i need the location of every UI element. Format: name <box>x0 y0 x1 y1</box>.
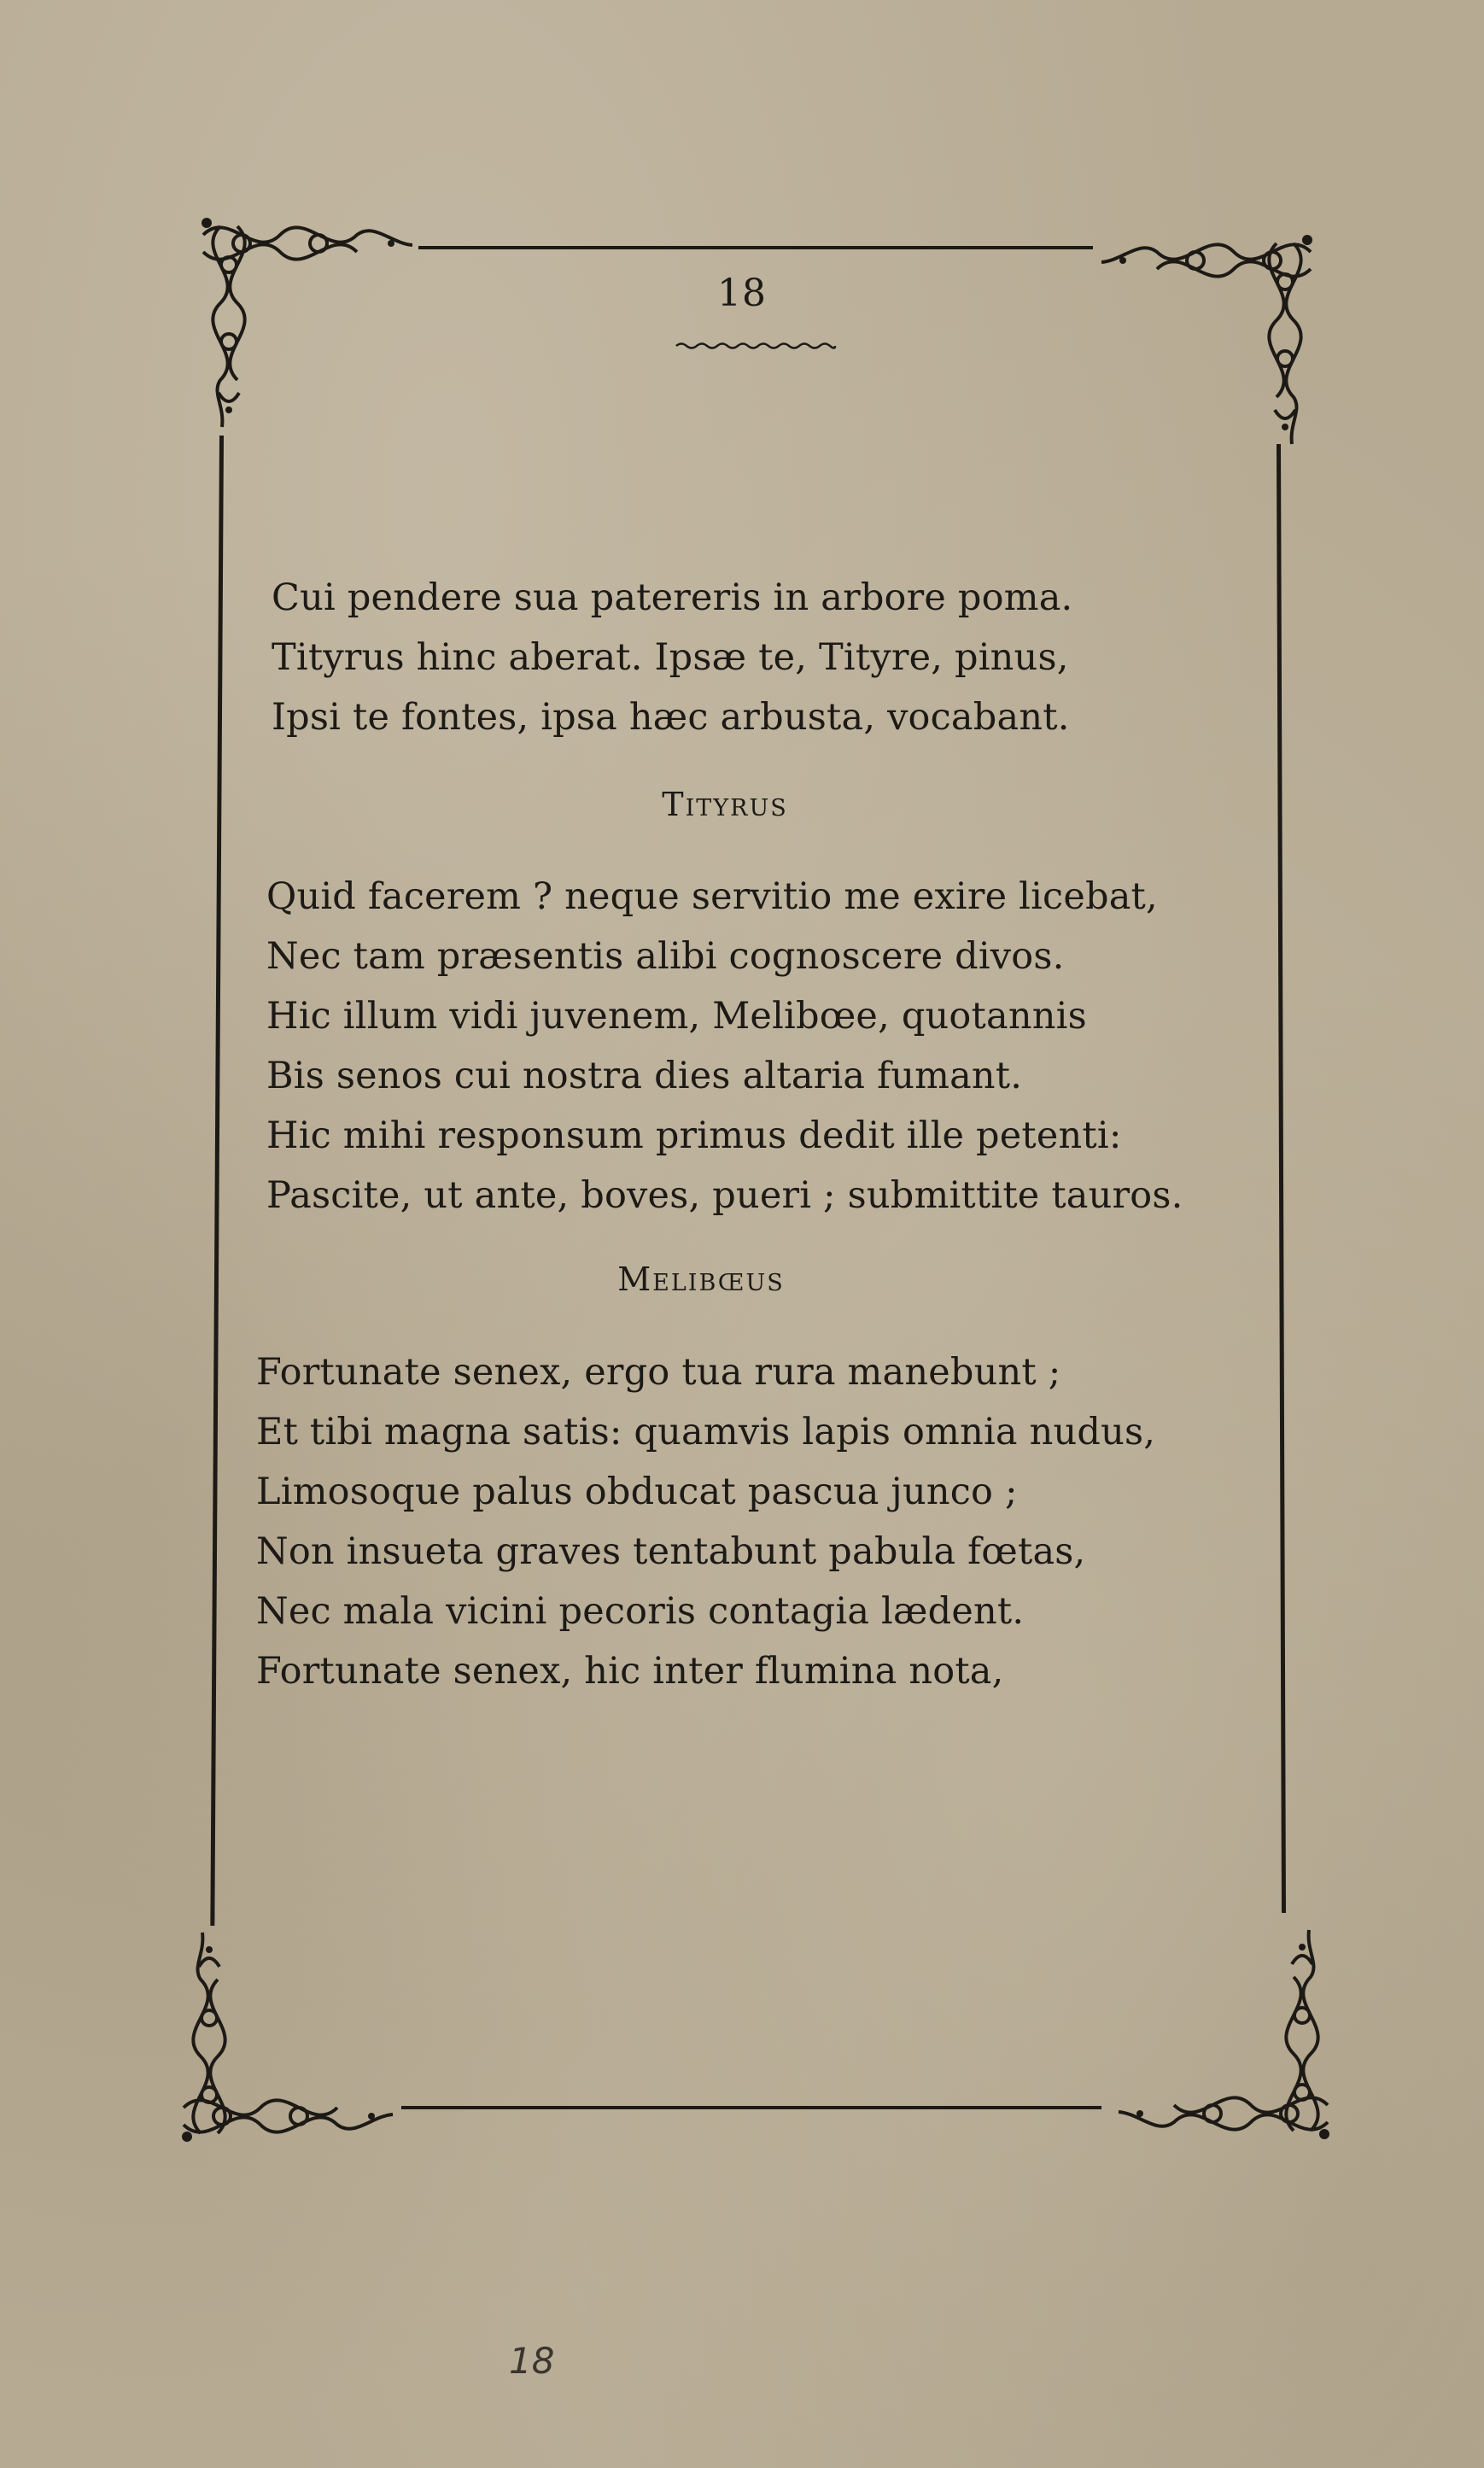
frame-top-rule <box>418 246 1093 249</box>
verse-line: Tityrus hinc aberat. Ipsæ te, Tityre, pinus, <box>272 636 1069 679</box>
verse-line: Fortunate senex, hic inter flumina nota, <box>256 1650 1004 1693</box>
speaker-heading-tityrus: Tityrus <box>662 786 788 823</box>
corner-ornament-bottom-left <box>175 1928 397 2150</box>
verse-line: Fortunate senex, ergo tua rura manebunt ; <box>256 1351 1061 1394</box>
verse-line: Cui pendere sua patereris in arbore poma. <box>272 576 1073 619</box>
verse-line: Hic illum vidi juvenem, Melibœe, quotannis <box>266 995 1087 1038</box>
page-number: 18 <box>717 272 767 315</box>
verse-line: Limosoque palus obducat pascua junco ; <box>256 1471 1018 1513</box>
verse-line: Quid facerem ? neque servitio me exire licebat, <box>266 875 1158 918</box>
corner-ornament-bottom-right <box>1114 1926 1336 2148</box>
verse-line: Ipsi te fontes, ipsa hæc arbusta, vocabant. <box>272 696 1070 739</box>
stanza-1 <box>272 568 1072 747</box>
corner-ornament-top-left <box>195 209 417 431</box>
frame-right-rule <box>1277 444 1286 1913</box>
verse-line: Et tibi magna satis: quamvis lapis omnia nudus, <box>256 1411 1156 1453</box>
stanza-3 <box>256 1342 1155 1701</box>
verse-line: Pascite, ut ante, boves, pueri ; submittite tauros. <box>266 1174 1183 1217</box>
speaker-heading-meliboeus: Melibœus <box>617 1260 785 1298</box>
handwritten-page-number: 18 <box>509 2340 555 2382</box>
verse-line: Bis senos cui nostra dies altaria fumant. <box>266 1055 1023 1097</box>
frame-left-rule <box>210 436 224 1926</box>
verse-line: Hic mihi responsum primus dedit ille petenti: <box>266 1114 1122 1157</box>
verse-line: Nec mala vicini pecoris contagia lædent. <box>256 1590 1025 1633</box>
corner-ornament-top-right <box>1097 226 1319 448</box>
stanza-2 <box>266 867 1183 1225</box>
frame-bottom-rule <box>401 2106 1101 2109</box>
verse-line: Nec tam præsentis alibi cognoscere divos. <box>266 935 1065 978</box>
verse-line: Non insueta graves tentabunt pabula fœtas, <box>256 1530 1086 1573</box>
page-number-underline <box>675 340 837 352</box>
